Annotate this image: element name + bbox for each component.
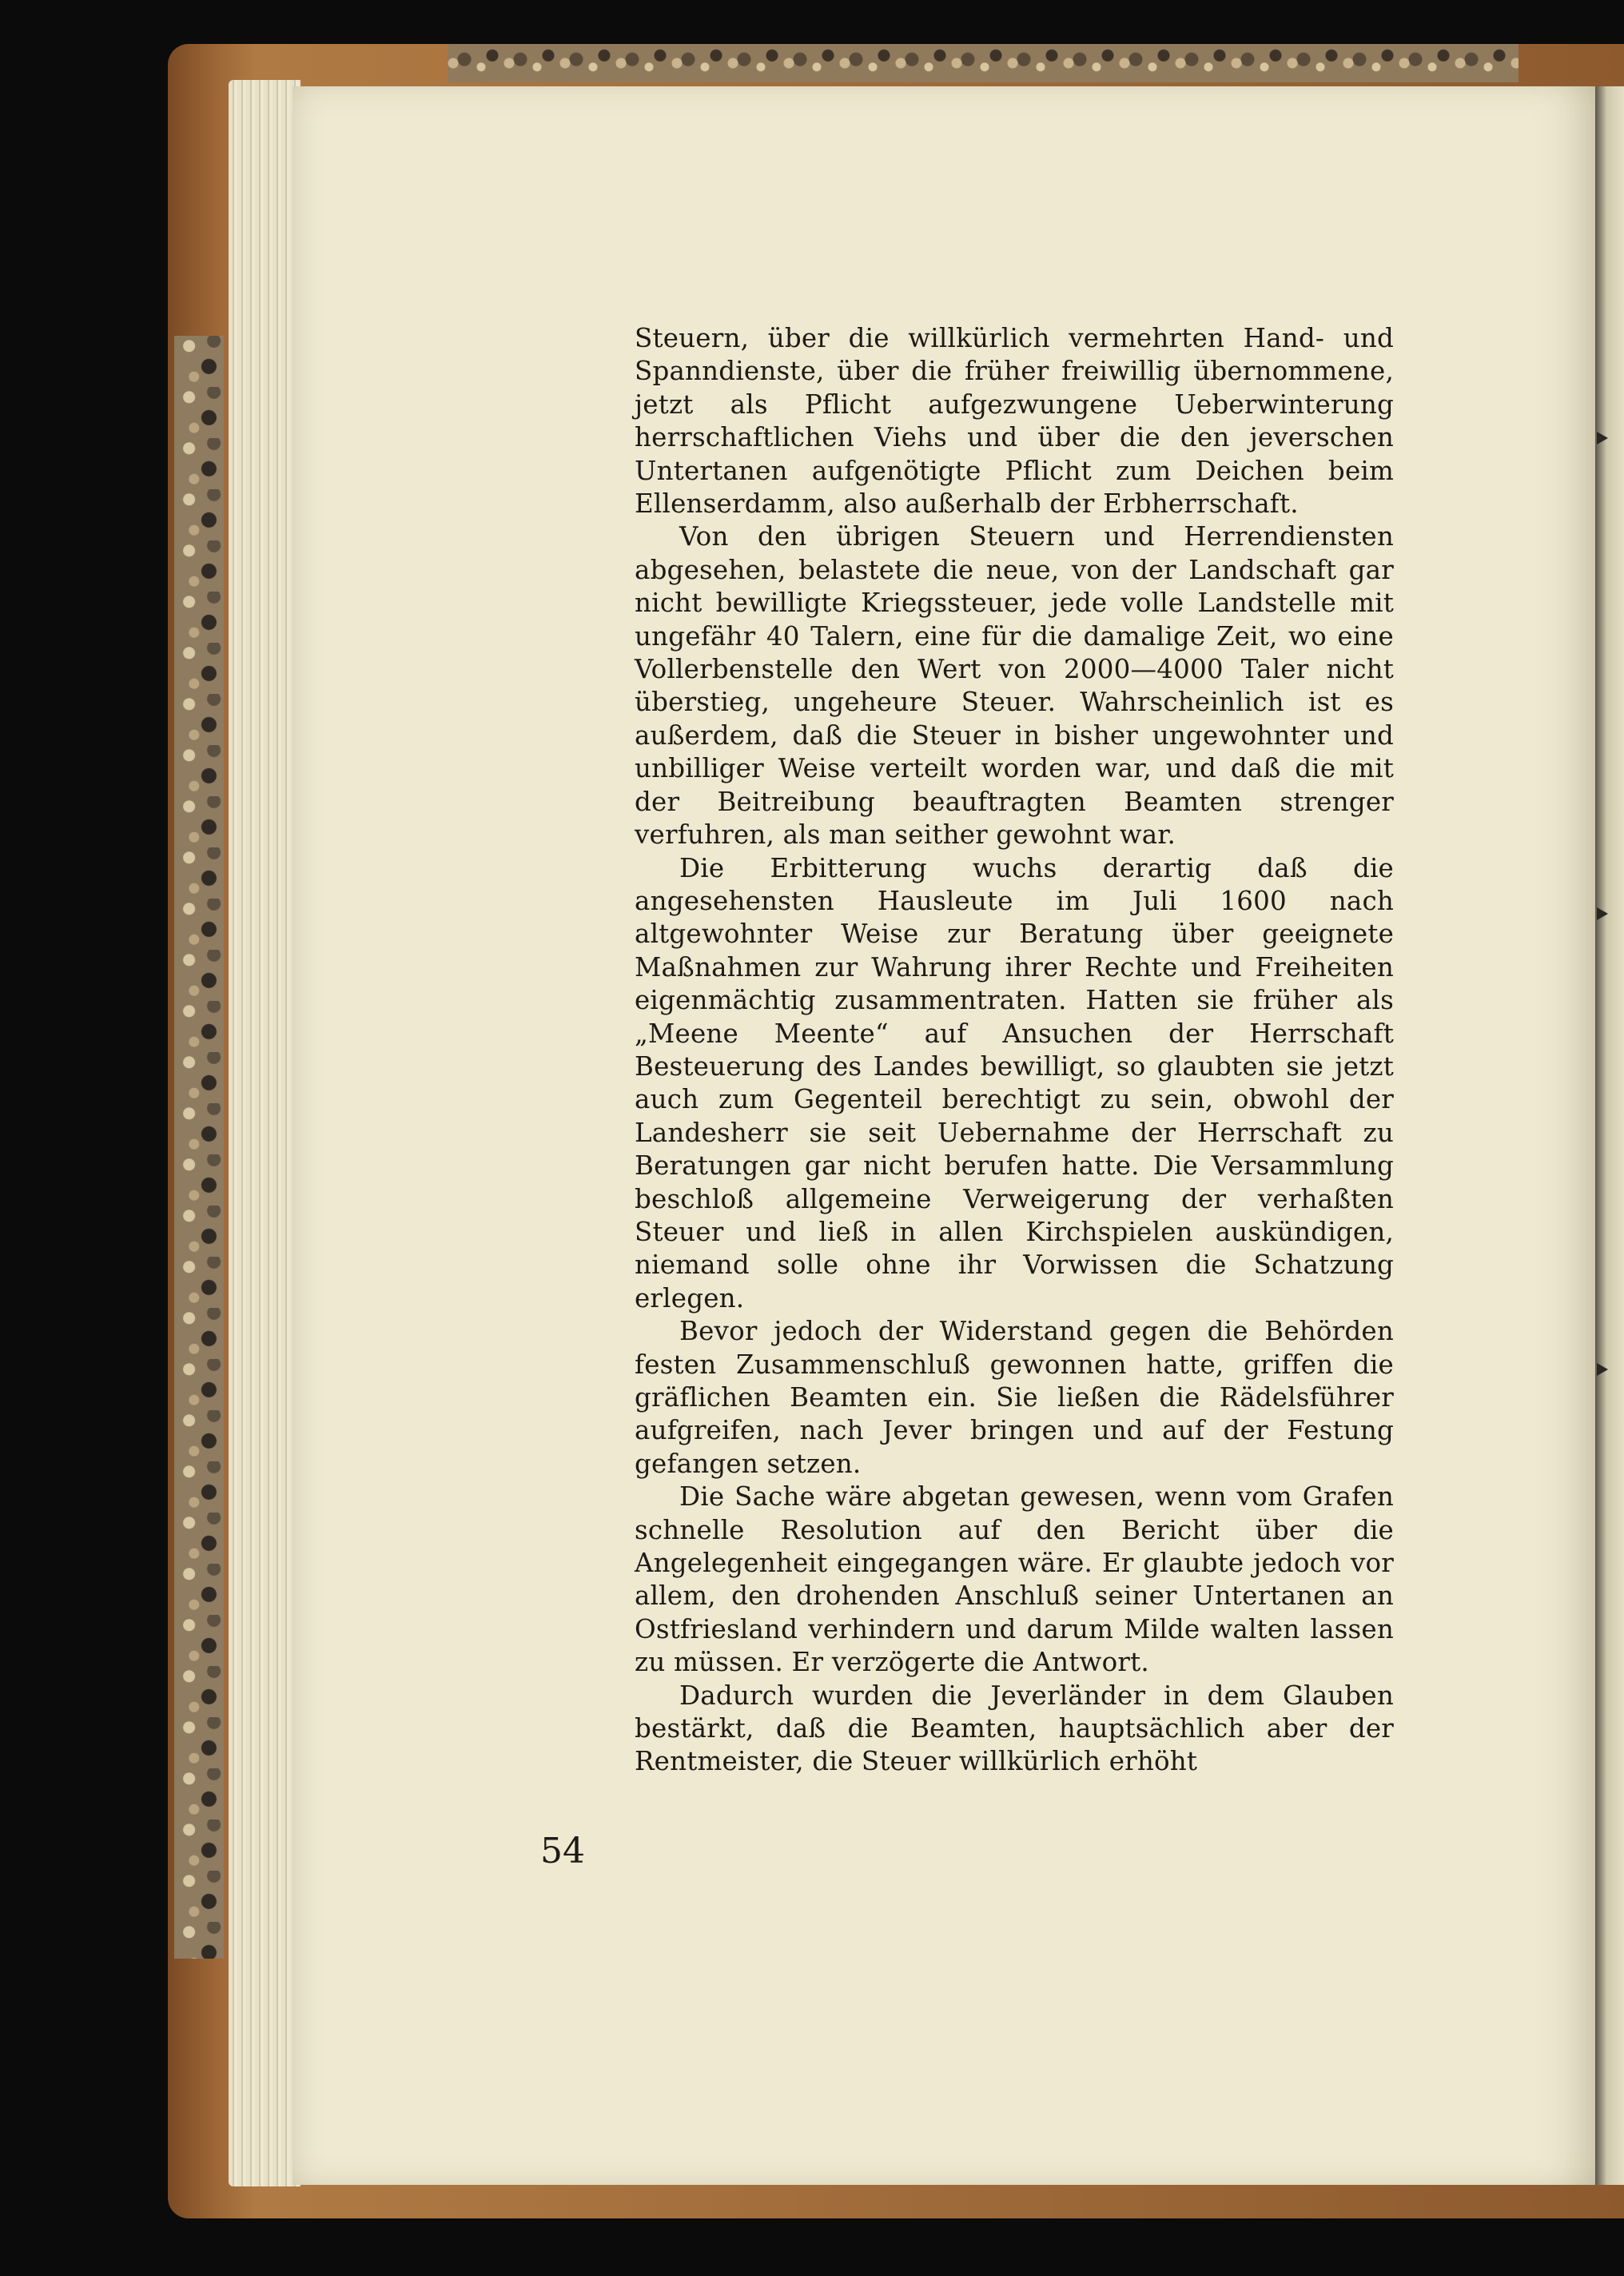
paragraph: Steuern, über die willkürlich vermehrten Hand- und Spanndienste, über die früher freiwillig übernommene, jetzt als Pflicht aufgezwungene Ueberwinterung herrschaftlichen Viehs und über die den jeverschen Untertanen aufgenötigte Pflicht zum Deichen beim Ellenserdamm, also außerhalb der Erbherrschaft. — [635, 323, 1394, 520]
marbled-endpaper-top — [448, 44, 1519, 82]
page-number: 54 — [540, 1831, 585, 1871]
page-gutter — [1595, 86, 1624, 2185]
body-text — [635, 322, 1394, 1779]
paragraph: Die Sache wäre abgetan gewesen, wenn vom Grafen schnelle Resolution auf den Bericht über die Angelegenheit eingegangen wäre. Er glaubte jedoch vor allem, den drohenden Anschluß seiner Untertanen an Ostfriesland verhindern und darum Milde walten lassen zu müssen. Er verzögerte die Antwort. — [635, 1481, 1394, 1678]
marbled-endpaper-left — [174, 336, 224, 1959]
paragraph: Die Erbitterung wuchs derartig daß die angesehensten Hausleute im Juli 1600 nach altgewohnter Weise zur Beratung über geeignete Maßnahmen zur Wahrung ihrer Rechte und Freiheiten eigenmächtig zusammentraten. Hatten sie früher als „Meene Meente“ auf Ansuchen der Herrschaft Besteuerung des Landes bewilligt, so glaubten sie jetzt auch zum Gegenteil berechtigt zu sein, obwohl der Landesherr sie seit Uebernahme der Herrschaft zu Beratungen gar nicht berufen hatte. Die Versammlung beschloß allgemeine Verweigerung der verhaßten Steuer und ließ in allen Kirchspielen auskündigen, niemand solle ohne ihr Vorwissen die Schatzung erlegen. — [635, 852, 1394, 1313]
paragraph: Von den übrigen Steuern und Herrendiensten abgesehen, belastete die neue, von der Landschaft gar nicht bewilligte Kriegssteuer, jede volle Landstelle mit ungefähr 40 Talern, eine für die damalige Zeit, wo eine Vollerbenstelle den Wert von 2000—4000 Taler nicht überstieg, ungeheure Steuer. Wahrscheinlich ist es außerdem, daß die Steuer in bisher ungewohnter und unbilliger Weise verteilt worden war, und daß die mit der Beitreibung beauftragten Beamten strenger verfuhren, als man seither gewohnt war. — [635, 521, 1394, 851]
page-edges — [229, 80, 301, 2186]
paragraph: Bevor jedoch der Widerstand gegen die Behörden festen Zusammenschluß gewonnen hatte, griffen die gräflichen Beamten ein. Sie ließen die Rädelsführer aufgreifen, nach Jever bringen und auf der Festung gefangen setzen. — [635, 1316, 1394, 1479]
paragraph: Dadurch wurden die Jeverländer in dem Glauben bestärkt, daß die Beamten, hauptsächlich aber der Rentmeister, die Steuer willkürlich erhöht — [635, 1680, 1394, 1777]
